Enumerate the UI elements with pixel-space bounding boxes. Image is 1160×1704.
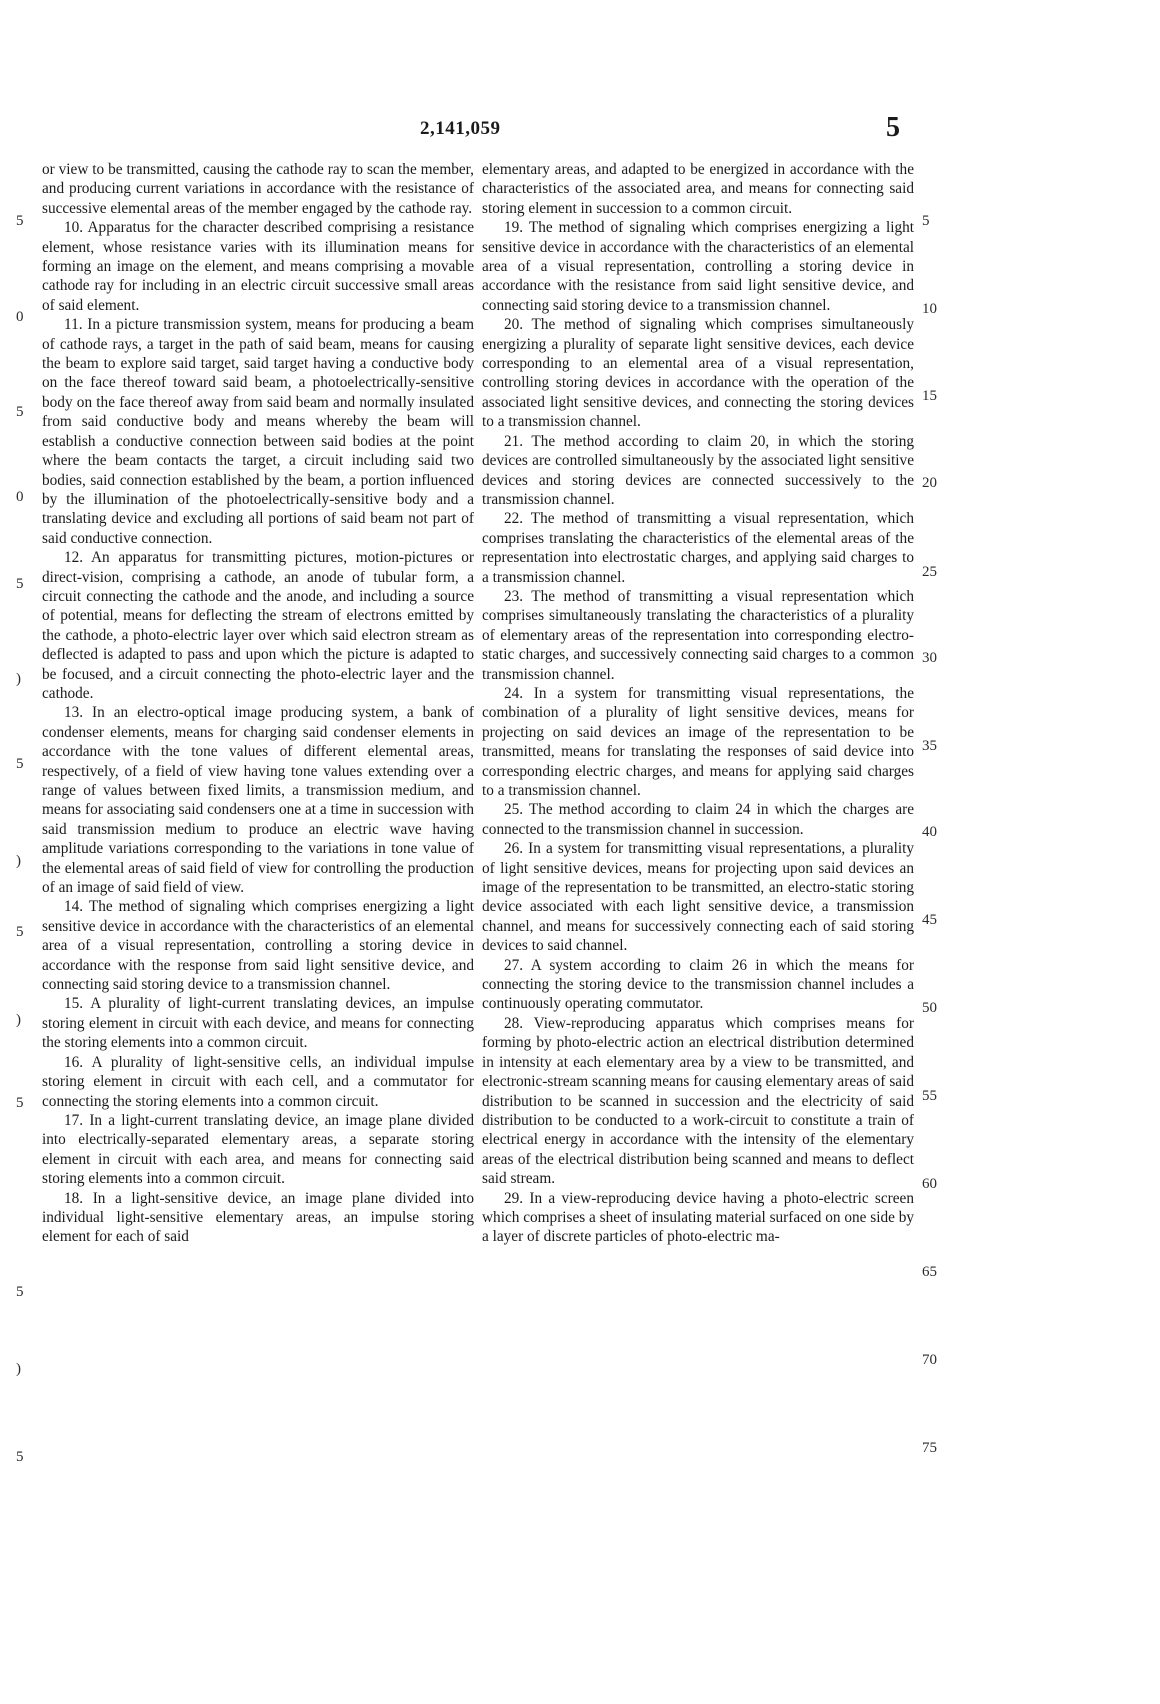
claim-paragraph: 19. The method of signaling which comprises energizing a light sensitive device in accordance with the characteristics of an elemental area of a visual representation, controlling a storing device in accordance with the resistance from said light sensitive device, and connecting said storing device to a transmission channel.	[482, 219, 914, 314]
claim-paragraph: 29. In a view-reproducing device having a photo-electric screen which comprises a sheet of insulating material surfaced on one side by a layer of discrete particles of photo-electric ma-	[482, 1189, 915, 1246]
line-number: 5	[16, 576, 24, 592]
line-number: 20	[922, 475, 937, 491]
claim-paragraph: 15. A plurality of light-current translating devices, an impulse storing element in circuit with each device, and means for connecting the storing elements into a common circuit.	[42, 995, 474, 1052]
line-number: )	[16, 853, 21, 869]
patent-number: 2,141,059	[420, 118, 501, 139]
claim-paragraph: or view to be transmitted, causing the cathode ray to scan the member, and producing current variations in accordance with the resistance of successive elemental areas of the member engaged by the cathode ray.	[42, 161, 474, 217]
page-header	[0, 112, 1160, 148]
claim-paragraph: 24. In a system for transmitting visual representations, the combination of a plurality of light sensitive devices, means for projecting on said devices an image of the representation to be transmitted, means for translating the responses of said device into corresponding electric charges, and means for applying said charges to a transmission channel.	[482, 684, 914, 799]
line-number: 5	[16, 213, 24, 229]
line-number: 65	[922, 1264, 937, 1280]
claim-paragraph: 14. The method of signaling which comprises energizing a light sensitive device in accordance with the characteristics of an elemental area of a visual representation, controlling a storing device in accordance with the response from said light sensitive device, and connecting said storing device to a transmission channel.	[42, 898, 474, 994]
line-number: 0	[16, 489, 24, 505]
line-number: 40	[922, 824, 937, 840]
claim-paragraph: 27. A system according to claim 26 in which the means for connecting the storing device to the transmission channel includes a continuously operating commutator.	[482, 956, 914, 1013]
line-number: 0	[16, 309, 24, 325]
line-number: 5	[16, 1449, 24, 1465]
claim-paragraph: 18. In a light-sensitive device, an image plane divided into individual light-sensitive elementary areas, an impulse storing element for each of said	[42, 1189, 474, 1246]
line-number: )	[16, 1361, 21, 1377]
claim-paragraph: 12. An apparatus for transmitting pictures, motion-pictures or direct-vision, comprising a cathode, an anode of tubular form, a circuit connecting the cathode and the anode, and including a source of potential, means for deflecting the stream of electrons emitted by the cathode, a photo-electric layer over which said electron stream as deflected is adapted to pass and upon which the picture is adapted to be focused, and a circuit connecting the photo-electric layer and the cathode.	[42, 549, 474, 702]
claim-paragraph: 26. In a system for transmitting visual representations, a plurality of light sensitive devices, means for projecting upon said devices an image of the representation to be transmitted, an electro-static storing device associated with each light sensitive device, a transmission channel, and means for successively connecting each of said storing devices to said channel.	[482, 840, 914, 955]
claim-paragraph: 11. In a picture transmission system, means for producing a beam of cathode rays, a target in the path of said beam, means for causing the beam to explore said target, said target having a conductive body on the face thereof toward said beam, a photoelectrically-sensitive body on the face thereof away from said beam and normally insulated from said conductive body and means whereby the beam will establish a conductive connection between said bodies at the point where the beam contacts the target, a circuit including said two bodies, said connection established by the beam, a portion influenced by the illumination of the photoelectrically-sensitive body and a translating device and excluding all portions of said beam not part of said conductive connection.	[42, 316, 474, 547]
line-number: 15	[922, 388, 937, 404]
line-number: 50	[922, 1000, 937, 1016]
line-number: 30	[922, 650, 937, 666]
line-number: 35	[922, 738, 937, 754]
claim-paragraph: 22. The method of transmitting a visual representation, which comprises translating the characteristics of the elemental areas of the representation into electrostatic charges, and applying said charges to a transmission channel.	[482, 510, 914, 586]
line-number: 55	[922, 1088, 937, 1104]
claim-paragraph: 25. The method according to claim 24 in which the charges are connected to the transmission channel in succession.	[482, 801, 914, 838]
line-number: 60	[922, 1176, 937, 1192]
line-number: 10	[922, 301, 937, 317]
line-number: )	[16, 1012, 21, 1028]
line-number: 5	[922, 213, 930, 229]
left-column	[42, 160, 474, 1247]
line-number: 75	[922, 1440, 937, 1456]
line-number: 45	[922, 912, 937, 928]
page-number: 5	[886, 112, 900, 143]
line-number: 5	[16, 1284, 24, 1300]
line-number: 25	[922, 564, 937, 580]
claim-paragraph: 16. A plurality of light-sensitive cells, an individual impulse storing element in circuit with each cell, and a commutator for connecting the storing elements into a common circuit.	[42, 1053, 474, 1110]
claim-paragraph: 10. Apparatus for the character described comprising a resistance element, whose resistance varies with its illumination means for forming an image on the element, and means comprising a movable cathode ray for including in an electric circuit successive small areas of said element.	[42, 219, 474, 314]
line-number: 5	[16, 404, 24, 420]
claim-paragraph: 23. The method of transmitting a visual representation which comprises simultaneously translating the characteristics of a plurality of elementary areas of the representation into corresponding electro-static charges, and successively connecting said charges to a common transmission channel.	[482, 587, 914, 683]
claim-paragraph: 13. In an electro-optical image producing system, a bank of condenser elements, means for charging said condenser elements in accordance with the tone values of different elemental areas, respectively, of a field of view having tone values extending over a range of values between fixed limits, a transmission medium, and means for associating said condensers one at a time in succession with said transmission medium to produce an electric wave having amplitude variations corresponding to the variations in tone value of the elemental areas of said field of view for controlling the production of an image of said field of view.	[42, 704, 474, 897]
line-number: 5	[16, 924, 24, 940]
claim-paragraph: elementary areas, and adapted to be energized in accordance with the characteristics of the associated area, and means for connecting said storing element in succession to a common circuit.	[482, 161, 914, 217]
line-number: 70	[922, 1352, 937, 1368]
line-number: )	[16, 671, 21, 687]
line-number: 5	[16, 756, 24, 772]
claim-paragraph: 21. The method according to claim 20, in which the storing devices are controlled simultaneously by the associated light sensitive devices and storing devices are connected successively to the transmission channel.	[482, 432, 914, 508]
claim-paragraph: 17. In a light-current translating device, an image plane divided into electrically-separated elementary areas, a separate storing element in circuit with each area, and means for connecting said storing elements into a common circuit.	[42, 1111, 474, 1188]
claim-paragraph: 28. View-reproducing apparatus which comprises means for forming by photo-electric action an electrical distribution determined in intensity at each elementary area by a view to be transmitted, and electronic-stream scanning means for causing elementary areas of said distribution to be scanned in succession and the electricity of said distribution to be conducted to a work-circuit to constitute a train of electrical energy in accordance with the intensity of the elementary areas of the electrical distribution being scanned and means to deflect said stream.	[482, 1014, 914, 1188]
right-column	[482, 160, 914, 1247]
line-number: 5	[16, 1095, 24, 1111]
claim-paragraph: 20. The method of signaling which comprises simultaneously energizing a plurality of separate light sensitive devices, each device corresponding to an elemental area of a visual representation, controlling storing devices in accordance with the operation of the associated light sensitive devices, and connecting the storing devices to a transmission channel.	[482, 316, 914, 431]
